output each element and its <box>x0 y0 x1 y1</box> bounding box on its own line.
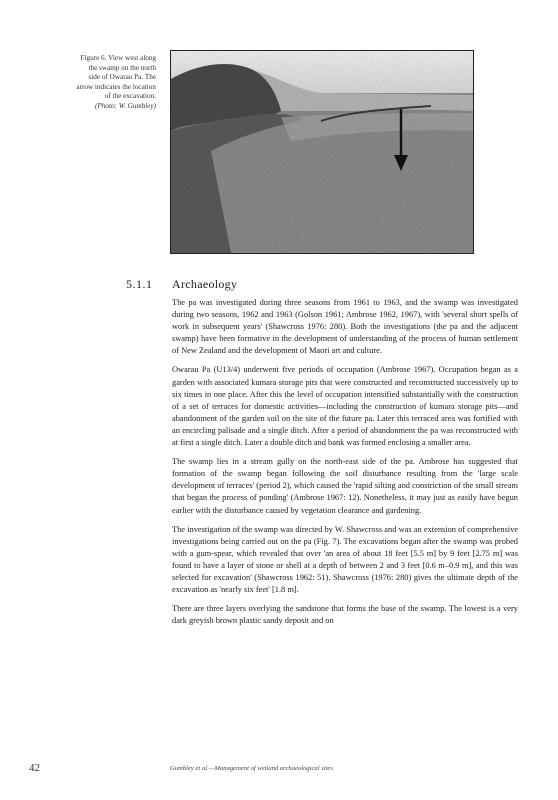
paragraph: Owarau Pa (U13/4) underwent five periods of occupation (Ambrose 1967). Occupation began as a garden with associated kumara storage pits that were constructed and reconstructed successively up to six times in one place. After this the level of occupation intensified substantially with the construction of a set of terraces for domestic activities—including the construction of kumara storage pits—and abandonment of the garden soil on the site of the future pa. Later this terraced area was fortified with an encircling palisade and a single ditch. After a period of abandonment the pa was reconstructed with at first a single ditch. Later a double ditch and bank was formed enclosing a smaller area. <box>172 365 518 448</box>
caption-line: of the excavation. <box>104 92 156 101</box>
body-text <box>172 297 518 634</box>
section-number: 5.1.1 <box>126 277 153 291</box>
figure-caption <box>28 54 156 112</box>
paragraph: The pa was investigated during three seasons from 1961 to 1963, and the swamp was investigated during two seasons, 1962 and 1963 (Golson 1961; Ambrose 1962, 1967), with 'several short spells of work in subsequent years' (Shawcross 1976: 280). Both the investigations (the pa and the adjacent swamp) have been formative in the development of understanding of the process of human settlement of New Zealand and the development of Maori art and culture. <box>172 298 518 356</box>
photo-scene <box>171 51 473 253</box>
paragraph: There are three layers overlying the sandstone that forms the base of the swamp. The lowest is a very dark greyish brown plastic sandy deposit and on <box>172 604 518 626</box>
running-footer: Gumbley et al.—Management of wetland archaeological sites <box>170 765 333 772</box>
caption-line: arrow indicates the location <box>76 82 156 91</box>
caption-line: Figure 6. View west along <box>80 54 156 62</box>
photo-credit: (Photo: W. Gumbley) <box>94 101 156 110</box>
paragraph: The swamp lies in a stream gully on the north-east side of the pa. Ambrose has suggested that formation of the swamp began following the soil disturbance resulting from the 'large scale development of terraces' (period 2), which caused the 'rapid silting and constriction of the small stream that began the process of ponding' (Ambrose 1967: 12). Nonetheless, it may just as easily have begun earlier with the disturbance caused by vegetation clearance and gardening. <box>172 457 518 515</box>
page-number: 42 <box>29 762 40 774</box>
section-title: Archaeology <box>172 277 238 291</box>
caption-line: side of Owarau Pa. The <box>88 73 156 82</box>
paragraph: The investigation of the swamp was directed by W. Shawcross and was an extension of comprehensive investigations being carried out on the pa (Fig. 7). The excavations began after the swamp was probed with a gum-spear, which revealed that over 'an area of about 18 feet [5.5 m] by 9 feet [2.75 m] was found to have a layer of stone or shell at a depth of between 2 and 3 feet [0.6 m–0.9 m], and this was selected for excavation' (Shawcross 1962: 51). Shawcross (1976: 280) gives the ultimate depth of the excavation as 'nearly six feet' [1.8 m]. <box>172 524 518 595</box>
swamp-photo-image <box>171 51 473 253</box>
caption-line: the swamp on the north <box>88 63 156 72</box>
swamp-photo <box>170 50 474 254</box>
